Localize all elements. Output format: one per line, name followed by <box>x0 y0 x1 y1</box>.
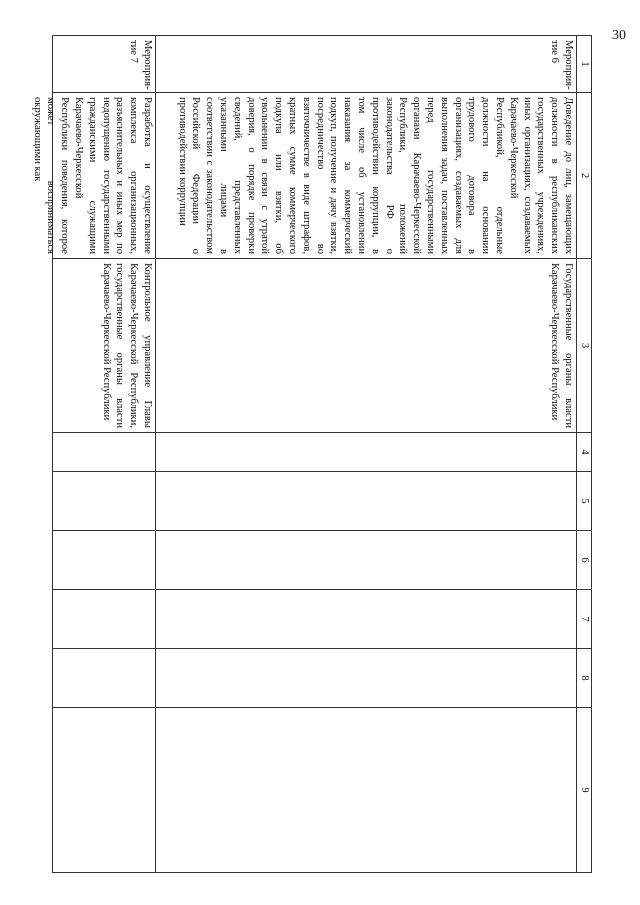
header-col-5: 5 <box>577 472 592 531</box>
cell-col-6 <box>156 531 577 590</box>
cell-col-8 <box>53 649 156 708</box>
table-row <box>156 36 577 873</box>
cell-col-7 <box>53 590 156 649</box>
header-col-2: 2 <box>577 93 592 259</box>
cell-col-9 <box>156 708 577 873</box>
cell-col-5 <box>53 472 156 531</box>
header-col-3: 3 <box>577 259 592 433</box>
header-col-8: 8 <box>577 649 592 708</box>
header-col-7: 7 <box>577 590 592 649</box>
rotated-table-container <box>31 35 592 863</box>
description-cell: Доведение до лиц, замещающих должности в республиканских государственных учреждениях, иных организациях, создаваемых Карачаево-Черкесской Республикой, отдельные должности на основании трудового договора в организациях, создаваемых для выполнения задач, поставленных перед государственными органами Карачаево-Черкесской Республики, положений законодательства РФ о противодействии коррупции, в том числе об установлении наказания за коммерческий подкуп, получение и дачу взятки, посредничество во взяточничестве в виде штрафов, кратных сумме коммерческого подкупа или взятки, об увольнении в связи с утратой доверия, о порядке проверки сведений, представленных указанными лицами в соответствии с законодательством Российской Федерации о противодействии коррупции <box>156 93 577 259</box>
description-text: Разработка и осуществление комплекса организационных, разъяснительных и иных мер по недопущению государственными гражданскими служащими Карачаево-Черкесской Республики поведения, которое может восприниматься окружающими как <box>31 97 153 254</box>
measures-table <box>31 35 592 873</box>
cell-col-9 <box>53 708 156 873</box>
cell-col-5 <box>156 472 577 531</box>
description-cell <box>31 93 156 259</box>
header-row <box>577 36 592 873</box>
header-col-4: 4 <box>577 433 592 472</box>
header-col-9: 9 <box>577 708 592 873</box>
cell-col-4 <box>156 433 577 472</box>
event-cell: Мероприя-тие 7 <box>53 36 156 93</box>
table-row <box>53 36 156 873</box>
cell-col-6 <box>53 531 156 590</box>
event-cell: Мероприя-тие 6 <box>156 36 577 93</box>
cell-col-7 <box>156 590 577 649</box>
page-number: 30 <box>612 28 626 43</box>
header-col-6: 6 <box>577 531 592 590</box>
cell-col-4 <box>53 433 156 472</box>
executor-cell: Контрольное управление Главы Карачаево-Черкесской Республики, государственные органы власти Карачаево-Черкесской Республики <box>53 259 156 433</box>
header-col-1: 1 <box>577 36 592 93</box>
cell-col-8 <box>156 649 577 708</box>
executor-cell: Государственные органы власти Карачаево-Черкесской Республики <box>156 259 577 433</box>
